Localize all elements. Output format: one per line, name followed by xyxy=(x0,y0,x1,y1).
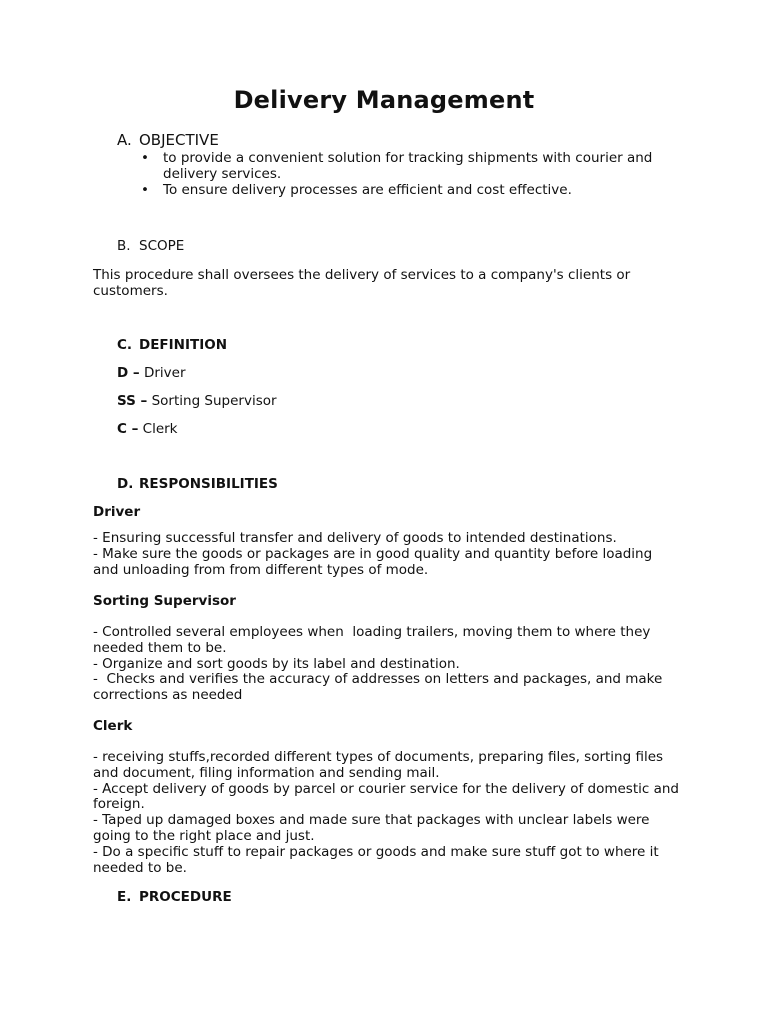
bullet-icon: • xyxy=(141,182,149,198)
definition-abbr: D – xyxy=(117,365,140,381)
section-heading-definition xyxy=(117,337,227,353)
section-title: SCOPE xyxy=(139,238,185,254)
list-item: - Organize and sort goods by its label and destination. xyxy=(93,655,460,672)
definition-item-driver xyxy=(117,365,186,381)
scope-paragraph: This procedure shall oversees the delivery of services to a company's clients or customers. xyxy=(93,267,631,299)
bullet-icon: • xyxy=(141,150,149,166)
section-heading-procedure xyxy=(117,889,232,905)
section-heading-responsibilities xyxy=(117,476,278,492)
section-heading-scope xyxy=(117,238,184,254)
list-item: - Accept delivery of goods by parcel or courier service for the delivery of domestic and foreign. xyxy=(93,780,684,813)
section-letter: E. xyxy=(117,889,132,905)
section-heading-objective xyxy=(117,131,219,149)
document-title: Delivery Management xyxy=(233,86,535,114)
list-item: - Controlled several employees when loading trailers, moving them to where they needed them to be. xyxy=(93,624,655,656)
objective-bullet-list xyxy=(141,150,663,198)
role-heading-clerk: Clerk xyxy=(93,718,133,734)
definition-item-clerk xyxy=(117,421,178,437)
bullet-text: To ensure delivery processes are efficient and cost effective. xyxy=(163,182,572,198)
list-item: - Checks and verifies the accuracy of addresses on letters and packages, and make corrections as needed xyxy=(93,671,667,704)
definition-meaning: Clerk xyxy=(138,421,178,437)
definition-item-sorting-supervisor xyxy=(117,393,277,409)
driver-responsibilities xyxy=(93,531,658,578)
definition-meaning: Driver xyxy=(139,365,186,381)
definition-abbr: SS – xyxy=(117,393,148,409)
list-item: - receiving stuffs,recorded different types of documents, preparing files, sorting files and document, filing information and sending mail. xyxy=(93,749,668,781)
section-title: PROCEDURE xyxy=(139,889,232,905)
section-letter: A. xyxy=(117,131,132,149)
definition-abbr: C – xyxy=(117,421,139,437)
list-item: - Taped up damaged boxes and made sure that packages with unclear labels were going to the right place and just. xyxy=(93,812,654,844)
section-letter: B. xyxy=(117,238,131,254)
role-heading-driver: Driver xyxy=(93,504,141,520)
section-title: RESPONSIBILITIES xyxy=(139,476,278,492)
list-item xyxy=(141,182,663,198)
role-heading-sorting-supervisor: Sorting Supervisor xyxy=(93,593,236,609)
section-letter: C. xyxy=(117,337,133,353)
list-item: - Do a specific stuff to repair packages or goods and make sure stuff got to where it needed to be. xyxy=(93,843,663,876)
bullet-text: to provide a convenient solution for tracking shipments with courier and delivery services. xyxy=(163,150,653,182)
section-letter: D. xyxy=(117,476,134,492)
list-item xyxy=(141,150,663,182)
list-item: - Ensuring successful transfer and delivery of goods to intended destinations. xyxy=(93,530,617,546)
list-item: - Make sure the goods or packages are in good quality and quantity before loading and unloading from from different types of mode. xyxy=(93,545,657,578)
sorting-supervisor-responsibilities xyxy=(93,624,667,704)
section-title: OBJECTIVE xyxy=(139,131,219,149)
section-title: DEFINITION xyxy=(139,337,228,353)
clerk-responsibilities xyxy=(93,750,683,876)
definition-meaning: Sorting Supervisor xyxy=(147,393,277,409)
